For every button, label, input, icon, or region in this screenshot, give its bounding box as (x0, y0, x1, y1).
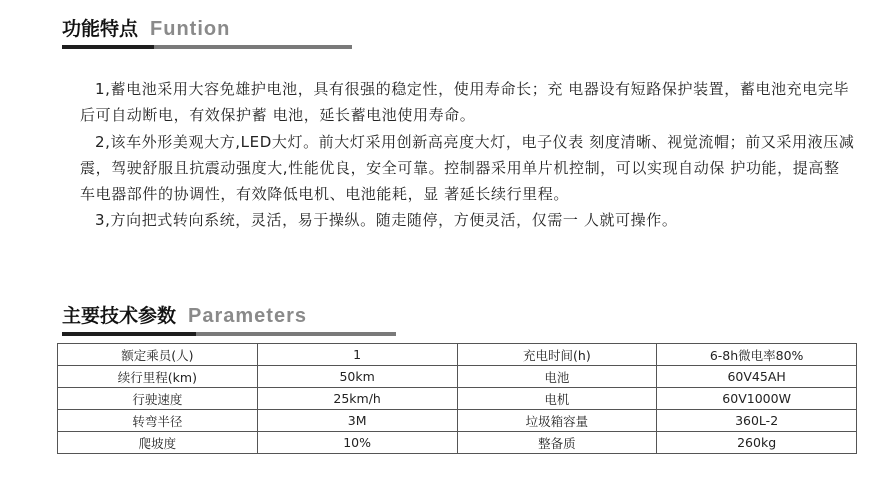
param-label: 电池 (457, 366, 657, 388)
param-label: 垃圾箱容量 (457, 410, 657, 432)
param-value: 50km (257, 366, 457, 388)
features-title-zh: 功能特点 (62, 18, 139, 40)
param-value: 10% (257, 432, 457, 454)
features-heading-underline (62, 45, 352, 49)
param-value: 60V45AH (657, 366, 857, 388)
param-label: 爬坡度 (58, 432, 258, 454)
parameters-table (57, 343, 857, 454)
features-text (80, 76, 855, 234)
features-title-en: Funtion (150, 18, 231, 40)
table-row (58, 410, 857, 432)
underline-gray-segment (196, 332, 396, 336)
param-value: 25km/h (257, 388, 457, 410)
param-label: 额定乘员(人) (58, 344, 258, 366)
parameters-title-zh: 主要技术参数 (62, 305, 177, 327)
table-row (58, 432, 857, 454)
table-row (58, 388, 857, 410)
param-label: 行驶速度 (58, 388, 258, 410)
underline-dark-segment (62, 45, 154, 49)
parameters-heading (62, 301, 307, 331)
param-value: 260kg (657, 432, 857, 454)
param-value: 3M (257, 410, 457, 432)
underline-dark-segment (62, 332, 196, 336)
parameters-heading-underline (62, 332, 396, 336)
parameters-title-en: Parameters (188, 305, 307, 327)
param-value: 6-8h微电率80% (657, 344, 857, 366)
feature-paragraph-3: 3,方向把式转向系统，灵活，易于操纵。随走随停，方便灵活，仅需一 人就可操作。 (95, 211, 678, 230)
features-heading (62, 14, 230, 44)
table-row (58, 344, 857, 366)
param-value: 60V1000W (657, 388, 857, 410)
param-label: 整备质 (457, 432, 657, 454)
param-label: 充电时间(h) (457, 344, 657, 366)
feature-paragraph-2: 2,该车外形美观大方,LED大灯。前大灯采用创新高亮度大灯，电子仪表 刻度清晰、视觉流帽；前又采用液压减震，驾驶舒服且抗震动强度大,性能优良，安全可靠。控制器采用单片机控制，可以实现自动保 护功能，提高整车电器部件的协调性，有效降低电机、电池能耗，显 著延长续行里程。 (80, 132, 855, 204)
underline-gray-segment (154, 45, 352, 49)
param-label: 转弯半径 (58, 410, 258, 432)
param-label: 续行里程(km) (58, 366, 258, 388)
param-value: 360L-2 (657, 410, 857, 432)
table-row (58, 366, 857, 388)
feature-paragraph-1: 1,蓄电池采用大容免雄护电池，具有很强的稳定性，使用寿命长；充 电器设有短路保护装置，蓄电池充电完毕后可自动断电，有效保护蓄 电池，延长蓄电池使用寿命。 (80, 80, 850, 125)
param-value: 1 (257, 344, 457, 366)
param-label: 电机 (457, 388, 657, 410)
